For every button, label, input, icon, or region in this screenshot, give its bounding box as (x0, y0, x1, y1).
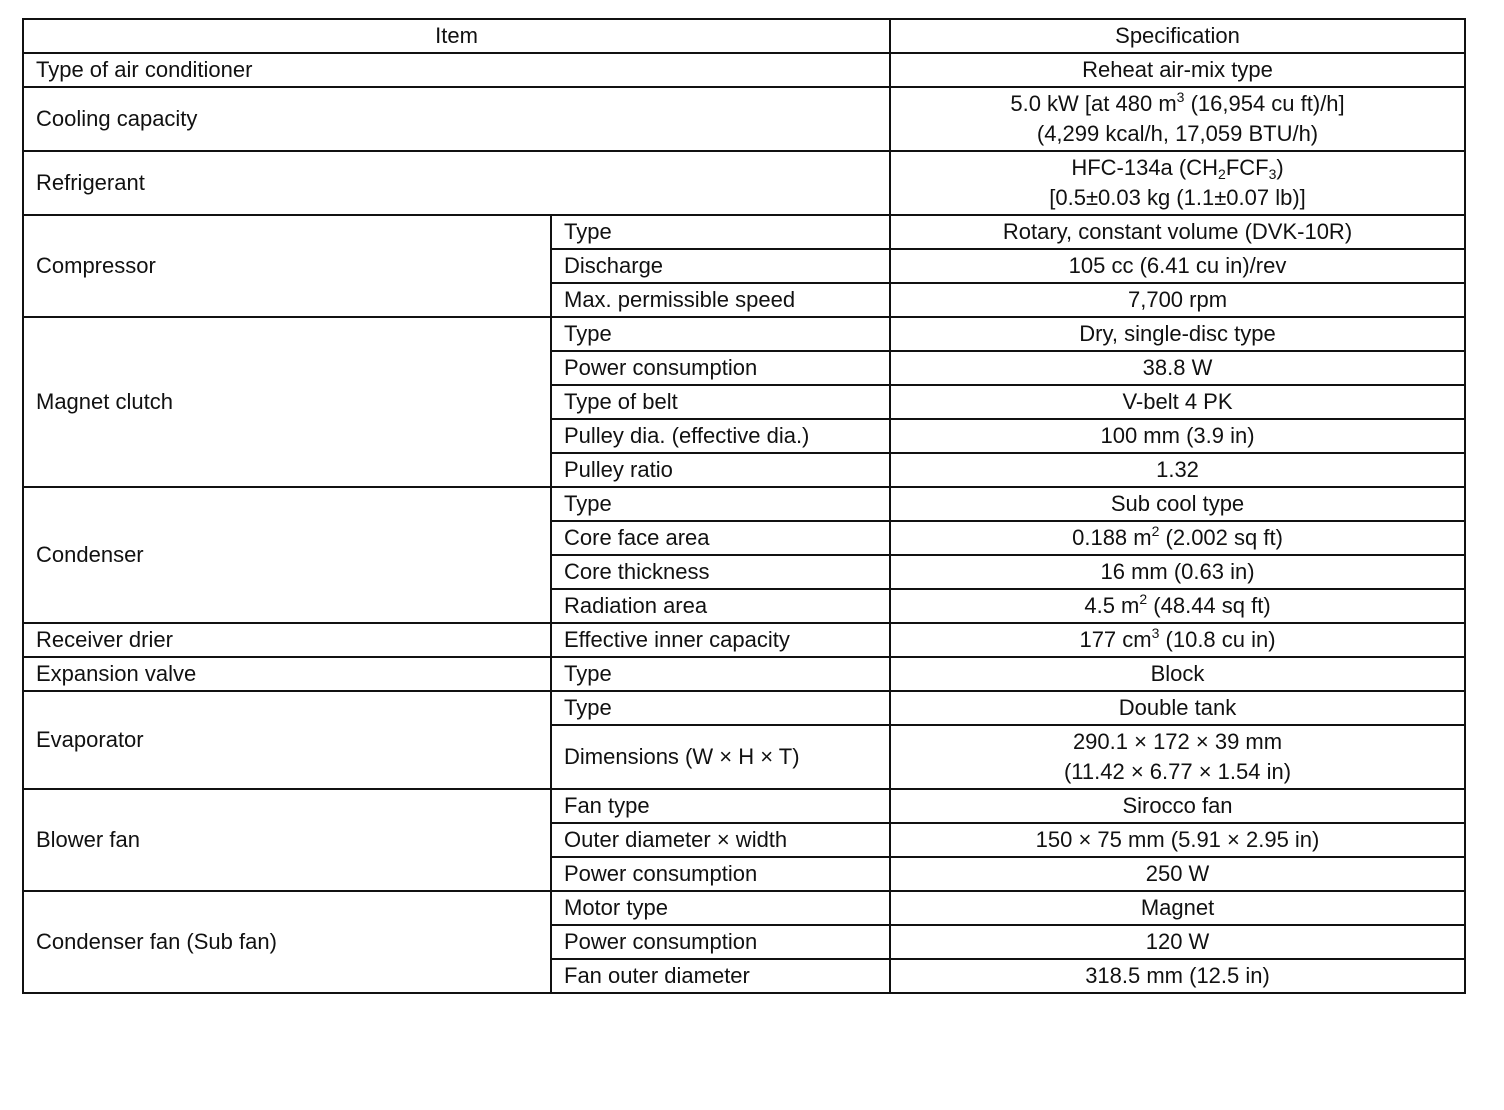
row-value (890, 87, 1465, 151)
table-row (23, 891, 1465, 925)
table-row (23, 789, 1465, 823)
sub-label: Power consumption (551, 857, 890, 891)
row-value (890, 521, 1465, 555)
group-label: Blower fan (23, 789, 551, 891)
row-value: 318.5 mm (12.5 in) (890, 959, 1465, 993)
row-value (890, 623, 1465, 657)
sub-label: Type (551, 317, 890, 351)
row-value: Dry, single-disc type (890, 317, 1465, 351)
sub-label: Type (551, 487, 890, 521)
value-text: HFC-134a (CH (1071, 155, 1219, 180)
group-label: Magnet clutch (23, 317, 551, 487)
sub-label: Type of belt (551, 385, 890, 419)
row-value (890, 589, 1465, 623)
row-value: Rotary, constant volume (DVK-10R) (890, 215, 1465, 249)
value-text: (2.002 sq ft) (1159, 525, 1283, 550)
value-line: (4,299 kcal/h, 17,059 BTU/h) (1036, 121, 1319, 146)
value-line (903, 153, 1452, 183)
row-value: Magnet (890, 891, 1465, 925)
row-value: Sirocco fan (890, 789, 1465, 823)
sub-label: Max. permissible speed (551, 283, 890, 317)
sub-label: Type (551, 657, 890, 691)
sub-label: Discharge (551, 249, 890, 283)
sub-label: Power consumption (551, 351, 890, 385)
value-text: ) (1276, 155, 1284, 180)
value-text: 177 cm (1079, 627, 1152, 652)
value-text: 4.5 m (1084, 593, 1140, 618)
sub-label: Pulley dia. (effective dia.) (551, 419, 890, 453)
sub-label: Type (551, 215, 890, 249)
table-row (23, 623, 1465, 657)
header-item: Item (23, 19, 890, 53)
value-text: 0.188 m (1072, 525, 1152, 550)
subscript: 3 (1268, 166, 1277, 182)
value-text: 5.0 kW [at 480 m (1010, 91, 1177, 116)
value-text: (10.8 cu in) (1159, 627, 1276, 652)
table-row (23, 87, 1465, 151)
row-value: 38.8 W (890, 351, 1465, 385)
sub-label: Type (551, 691, 890, 725)
value-text: FCF (1225, 155, 1269, 180)
sub-label: Core thickness (551, 555, 890, 589)
specification-table (22, 18, 1466, 994)
group-label: Condenser fan (Sub fan) (23, 891, 551, 993)
row-value: 100 mm (3.9 in) (890, 419, 1465, 453)
row-value: 16 mm (0.63 in) (890, 555, 1465, 589)
sub-label: Power consumption (551, 925, 890, 959)
table-row (23, 691, 1465, 725)
superscript: 3 (1176, 89, 1185, 105)
value-line: 290.1 × 172 × 39 mm (1072, 729, 1283, 754)
group-label: Receiver drier (23, 623, 551, 657)
row-value: 105 cc (6.41 cu in)/rev (890, 249, 1465, 283)
row-value: 1.32 (890, 453, 1465, 487)
row-label: Cooling capacity (23, 87, 890, 151)
subscript: 2 (1218, 166, 1226, 182)
row-value: V-belt 4 PK (890, 385, 1465, 419)
sub-label: Dimensions (W × H × T) (551, 725, 890, 789)
sub-label: Core face area (551, 521, 890, 555)
row-value (890, 725, 1465, 789)
value-line: [0.5±0.03 kg (1.1±0.07 lb)] (1049, 185, 1306, 210)
row-value: 7,700 rpm (890, 283, 1465, 317)
row-value (890, 151, 1465, 215)
table-row (23, 151, 1465, 215)
value-line: (11.42 × 6.77 × 1.54 in) (1063, 759, 1292, 784)
row-label: Refrigerant (23, 151, 890, 215)
table-row (23, 215, 1465, 249)
group-label: Compressor (23, 215, 551, 317)
row-value: 150 × 75 mm (5.91 × 2.95 in) (890, 823, 1465, 857)
table-row (23, 487, 1465, 521)
sub-label: Effective inner capacity (551, 623, 890, 657)
header-specification: Specification (890, 19, 1465, 53)
table-row (23, 317, 1465, 351)
sub-label: Fan type (551, 789, 890, 823)
row-value: Double tank (890, 691, 1465, 725)
superscript: 2 (1139, 591, 1148, 607)
sub-label: Outer diameter × width (551, 823, 890, 857)
group-label: Condenser (23, 487, 551, 623)
sub-label: Fan outer diameter (551, 959, 890, 993)
table-row (23, 53, 1465, 87)
superscript: 2 (1151, 523, 1160, 539)
row-value: 120 W (890, 925, 1465, 959)
value-text: (48.44 sq ft) (1147, 593, 1271, 618)
row-value: 250 W (890, 857, 1465, 891)
group-label: Evaporator (23, 691, 551, 789)
sub-label: Motor type (551, 891, 890, 925)
superscript: 3 (1151, 625, 1160, 641)
row-label: Type of air conditioner (23, 53, 890, 87)
row-value: Block (890, 657, 1465, 691)
sub-label: Pulley ratio (551, 453, 890, 487)
row-value: Reheat air-mix type (890, 53, 1465, 87)
sub-label: Radiation area (551, 589, 890, 623)
table-row (23, 657, 1465, 691)
row-value: Sub cool type (890, 487, 1465, 521)
value-text: (16,954 cu ft)/h] (1184, 91, 1345, 116)
group-label: Expansion valve (23, 657, 551, 691)
value-line (903, 89, 1452, 119)
header-row (23, 19, 1465, 53)
